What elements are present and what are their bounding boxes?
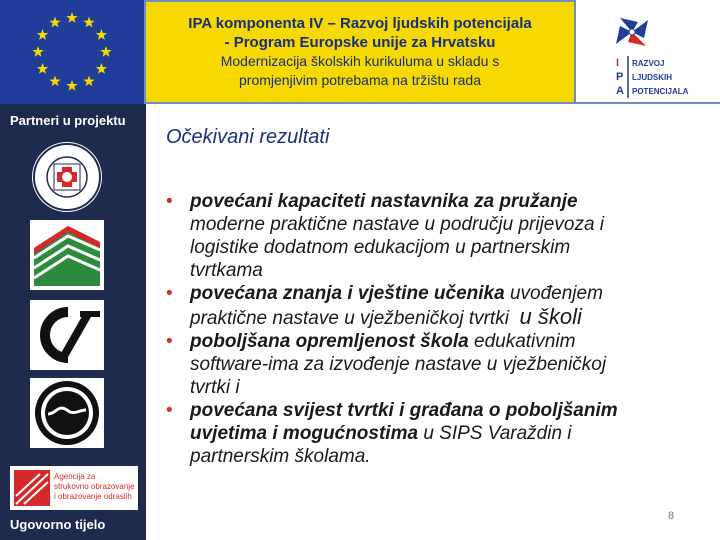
header-title-box [144,0,576,104]
eu-star-icon [83,75,94,86]
agency-logo [10,466,138,510]
result-1-line2: moderne praktične nastave u području prijevoza i [190,214,605,235]
partner-company-logo [28,218,106,292]
wave-company-logo [28,376,106,450]
result-1-line4: tvrtkama [190,260,263,281]
result-4-rest2: u SIPS Varaždin i [418,423,572,444]
logo-word-razvoj: RAZVOJ [632,59,665,68]
result-item [166,282,696,330]
sidebar-footer: Ugovorno tijelo [10,517,106,532]
agency-emblem-icon [12,466,52,510]
eu-star-icon [66,80,77,91]
results-list [166,190,696,468]
header-subtitle-line2: promjenjivim potrebama na tržištu rada [239,72,481,88]
bullet-icon: • [166,331,173,352]
eu-star-icon [66,12,77,23]
eu-star-icon [49,75,60,86]
page-number: 8 [668,510,675,522]
logo-word-potencijala: POTENCIJALA [632,87,689,96]
agency-line1: Agencija za [54,472,96,481]
result-2-rest: uvođenjem [504,283,603,304]
result-item [166,190,696,282]
result-2-bold: povećana znanja i vještine učenika [190,283,505,304]
section-heading: Očekivani rezultati [166,126,330,148]
result-item [166,399,696,468]
result-2-line2: praktične nastave u vježbeničkoj tvrtki [190,308,509,329]
eu-flag [0,0,144,104]
agency-line3: i obrazovanje odraslih [54,492,132,501]
partners-sidebar [0,104,146,540]
result-item [166,330,696,399]
eu-star-icon [83,17,94,28]
eu-stars-icon [0,0,144,104]
result-1-line3: logistike dodatnom edukacijom u partnerskim [190,237,571,258]
logo-letter-p: P [616,71,624,83]
result-4-line3: partnerskim školama. [190,446,371,467]
sidebar-title: Partneri u projektu [10,113,126,128]
header-title-line2: - Program Europske unije za Hrvatsku [224,34,496,51]
logo-letter-i: I [616,57,620,69]
result-3-line3: tvrtki i [190,377,240,398]
header-title-line1: IPA komponenta IV – Razvoj ljudskih potencijala [188,15,532,32]
result-4-bold: povećana svijest tvrtki i građana o poboljšanim [190,400,618,421]
eu-star-icon [96,29,107,40]
cs-company-logo [28,298,106,372]
result-3-rest: edukativnim [468,331,576,352]
logo-letter-a: A [616,85,624,97]
eu-star-icon [49,17,60,28]
pinwheel-icon [616,18,648,46]
eu-star-icon [100,46,111,57]
bullet-icon: • [166,191,173,212]
ipa-logo [576,0,720,104]
eu-star-icon [37,63,48,74]
eu-star-icon [32,46,43,57]
bullet-icon: • [166,400,173,421]
agency-line2: strukovno obrazovanje [54,482,135,491]
result-3-line2: software-ima za izvođenje nastave u vježbeničkoj [190,354,607,375]
header-subtitle-line1: Modernizacija školskih kurikuluma u skladu s [220,53,500,69]
result-2-large: u školi [519,304,582,329]
eu-star-icon [96,63,107,74]
eu-star-icon [37,29,48,40]
bullet-icon: • [166,283,173,304]
school-seal-logo [28,140,106,214]
result-4-bold2: uvjetima i mogućnostima [190,423,419,444]
result-1-bold: povećani kapaciteti nastavnika za pružanje [190,191,578,212]
result-3-bold: poboljšana opremljenost škola [190,331,469,352]
logo-word-ljudskih: LJUDSKIH [632,73,673,82]
